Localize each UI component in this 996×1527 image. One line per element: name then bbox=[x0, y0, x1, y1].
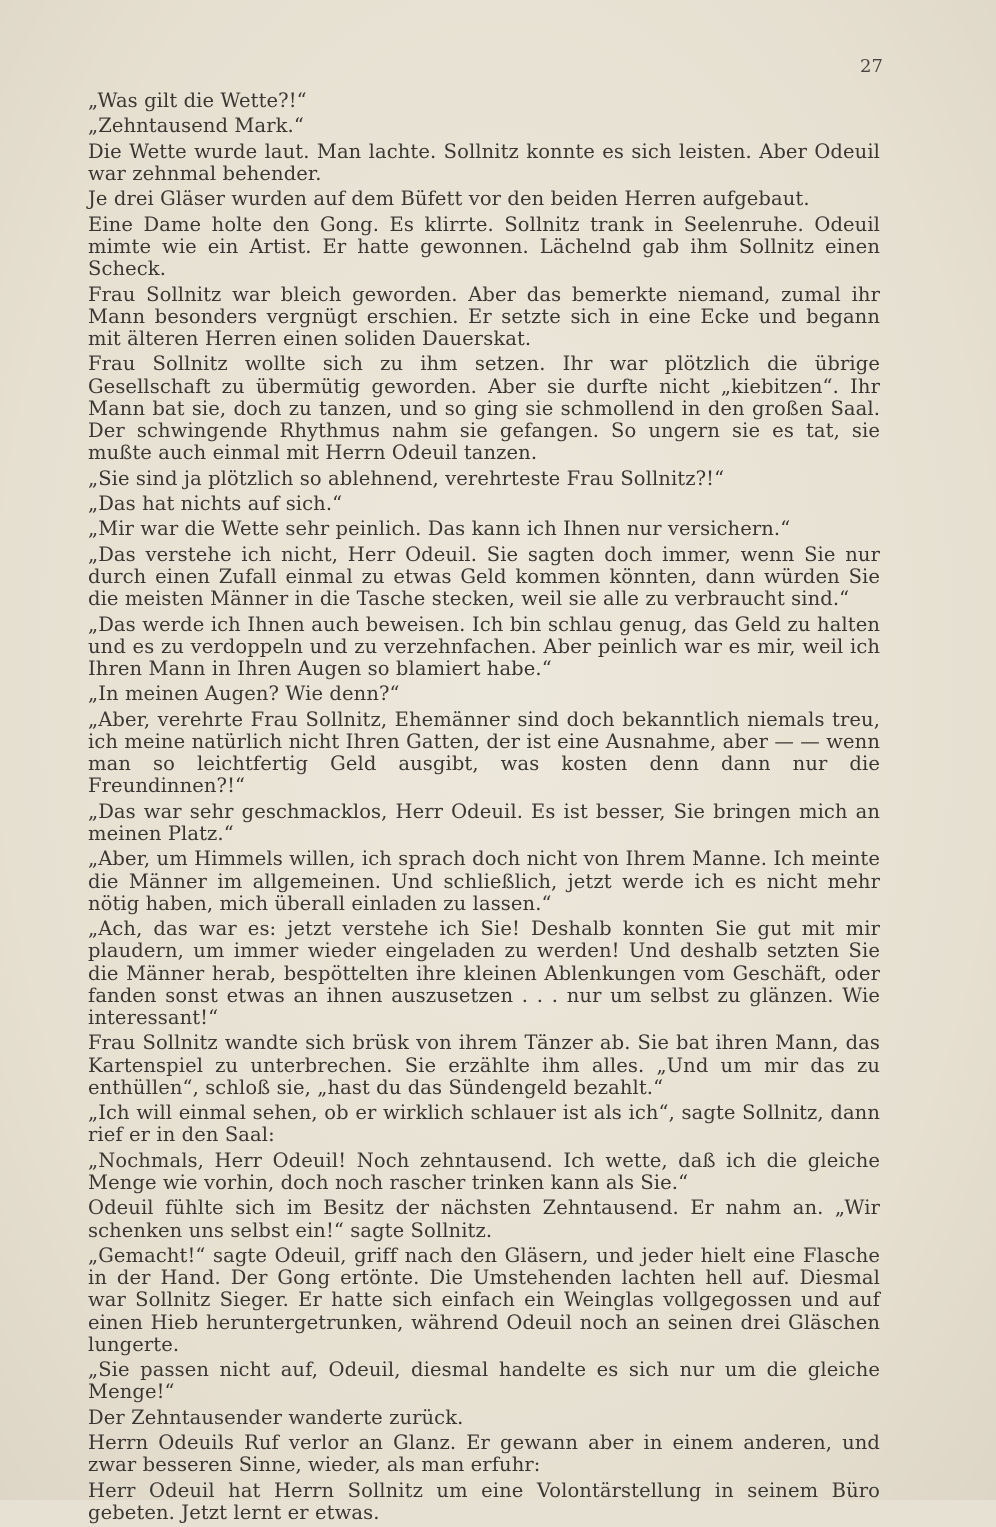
paragraph: „Ich will einmal sehen, ob er wirklich schlauer ist als ich“, sagte Sollnitz, dann rief er in den Saal: bbox=[88, 1101, 880, 1147]
paragraph: „Mir war die Wette sehr peinlich. Das kann ich Ihnen nur versichern.“ bbox=[88, 517, 791, 541]
paragraph: Der Zehntausender wanderte zurück. bbox=[88, 1405, 464, 1429]
paragraph: „Nochmals, Herr Odeuil! Noch zehntausend. Ich wette, daß ich die gleiche Menge wie vorhin, doch noch rascher trinken kann als Sie.“ bbox=[88, 1148, 880, 1194]
paragraph: „Sie passen nicht auf, Odeuil, diesmal handelte es sich nur um die gleiche Menge!“ bbox=[88, 1358, 880, 1404]
body-text bbox=[88, 90, 880, 1527]
paragraph: Herr Odeuil hat Herrn Sollnitz um eine Volontärstellung in seinem Büro gebeten. Jetzt lernt er etwas. bbox=[88, 1478, 880, 1524]
paragraph: „Das hat nichts auf sich.“ bbox=[88, 491, 343, 515]
paragraph: „Zehntausend Mark.“ bbox=[88, 114, 304, 138]
page-number: 27 bbox=[860, 56, 883, 77]
paragraph: „Gemacht!“ sagte Odeuil, griff nach den Gläsern, und jeder hielt eine Flasche in der Hand. Der Gong ertönte. Die Umstehenden lachten hell auf. Diesmal war Sollnitz Sieger. Er hatte sich einfach ein Weinglas vollgegossen und auf einen Hieb heruntergetrunken, während Odeuil noch an seinen drei Gläschen lungerte. bbox=[88, 1243, 880, 1356]
paragraph: „Das war sehr geschmacklos, Herr Odeuil. Es ist besser, Sie bringen mich an meinen Platz.“ bbox=[88, 799, 880, 845]
paragraph: „Was gilt die Wette?!“ bbox=[88, 89, 307, 112]
paragraph: „Aber, um Himmels willen, ich sprach doch nicht von Ihrem Manne. Ich meinte die Männer im allgemeinen. Und schließlich, jetzt werde ich es nicht mehr nötig haben, mich überall einladen zu lassen.“ bbox=[88, 847, 880, 915]
paragraph: „Aber, verehrte Frau Sollnitz, Ehemänner sind doch bekanntlich niemals treu, ich meine natürlich nicht Ihren Gatten, der ist eine Ausnahme, aber — — wenn man so leichtfertig Geld ausgibt, was kosten denn dann nur die Freundinnen?!“ bbox=[88, 707, 880, 798]
paragraph: „In meinen Augen? Wie denn?“ bbox=[88, 682, 400, 706]
paragraph: Odeuil fühlte sich im Besitz der nächsten Zehntausend. Er nahm an. „Wir schenken uns selbst ein!“ sagte Sollnitz. bbox=[88, 1196, 880, 1242]
paragraph: „Sie sind ja plötzlich so ablehnend, verehrteste Frau Sollnitz?!“ bbox=[88, 466, 725, 490]
paragraph: „Das werde ich Ihnen auch beweisen. Ich bin schlau genug, das Geld zu halten und es zu verdoppeln und zu verzehnfachen. Aber peinlich war es mir, weil ich Ihren Mann in Ihren Augen so blamiert habe.“ bbox=[88, 612, 880, 680]
paragraph: Frau Sollnitz wollte sich zu ihm setzen. Ihr war plötzlich die übrige Gesellschaft zu übermütig geworden. Aber sie durfte nicht „kiebitzen“. Ihr Mann bat sie, doch zu tanzen, und so ging sie schmollend in den großen Saal. Der schwingende Rhythmus nahm sie gefangen. So ungern sie es tat, sie mußte auch einmal mit Herrn Odeuil tanzen. bbox=[88, 352, 880, 465]
paragraph: Je drei Gläser wurden auf dem Büfett vor den beiden Herren aufgebaut. bbox=[88, 187, 810, 211]
paragraph: Eine Dame holte den Gong. Es klirrte. Sollnitz trank in Seelenruhe. Odeuil mimte wie ein Artist. Er hatte gewonnen. Lächelnd gab ihm Sollnitz einen Scheck. bbox=[88, 212, 880, 281]
paragraph: Herrn Odeuils Ruf verlor an Glanz. Er gewann aber in einem anderen, und zwar besseren Sinne, wieder, als man erfuhr: bbox=[88, 1431, 880, 1477]
paragraph: „Das verstehe ich nicht, Herr Odeuil. Sie sagten doch immer, wenn Sie nur durch einen Zufall einmal zu etwas Geld kommen könnten, dann würden Sie die meisten Männer in die Tasche stecken, weil sie alle zu verbraucht sind.“ bbox=[88, 542, 880, 611]
paragraph: Frau Sollnitz war bleich geworden. Aber das bemerkte niemand, zumal ihr Mann besonders vergnügt erschien. Er setzte sich in eine Ecke und begann mit älteren Herren einen soliden Dauerskat. bbox=[88, 282, 880, 350]
paragraph: Die Wette wurde laut. Man lachte. Sollnitz konnte es sich leisten. Aber Odeuil war zehnmal behender. bbox=[88, 139, 880, 185]
paragraph: Frau Sollnitz wandte sich brüsk von ihrem Tänzer ab. Sie bat ihren Mann, das Kartenspiel zu unterbrechen. Sie erzählte ihm alles. „Und um mir das zu enthüllen“, schloß sie, „hast du das Sündengeld bezahlt.“ bbox=[88, 1031, 880, 1099]
paragraph: „Ach, das war es: jetzt verstehe ich Sie! Deshalb konnten Sie gut mit mir plaudern, um immer wieder eingeladen zu werden! Und deshalb setzten Sie die Männer herab, bespöttelten ihre kleinen Ablenkungen vom Geschäft, oder fanden sonst etwas an ihnen auszusetzen . . . nur um selbst zu glänzen. Wie interessant!“ bbox=[88, 917, 880, 1029]
